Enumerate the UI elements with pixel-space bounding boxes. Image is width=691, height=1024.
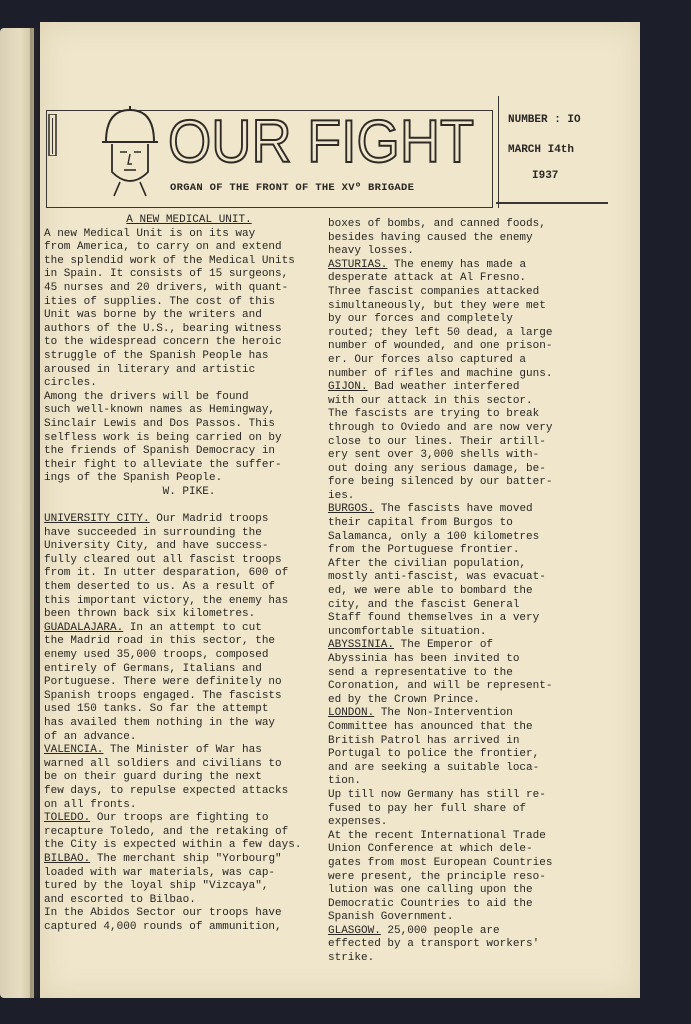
text-line [44,418,334,432]
line-text: Unit was borne by the writers and [44,309,262,322]
issue-year: I937 [532,170,559,182]
section-heading: ASTURIAS. [328,258,388,271]
line-text: 45 nurses and 20 drivers, with quant- [44,281,289,294]
line-text: Bad weather interfered [367,381,520,394]
text-line [44,608,334,622]
text-line [44,907,334,921]
text-line [44,894,334,908]
text-line [44,554,334,568]
text-line [328,408,614,422]
text-line [328,789,614,803]
info-divider [496,202,608,204]
text-line [328,272,614,286]
line-text: fused to pay her full share of [328,802,527,815]
text-line [44,486,334,500]
line-text: uncomfortable situation. [328,625,487,638]
text-line [328,313,614,327]
text-line [328,395,614,409]
article-heading [44,214,334,228]
text-line [328,449,614,463]
line-text: W. PIKE. [162,485,216,498]
line-text: Our troops are fighting to [90,812,269,825]
line-text: 25,000 people are [380,924,500,937]
text-line [44,499,334,513]
line-text: from it. In utter desparation, 600 of [44,567,289,580]
line-text: with our attack in this sector. [328,394,533,407]
text-line [44,282,334,296]
text-line [328,925,614,939]
line-text: Spanish Government. [328,911,454,924]
text-line [328,436,614,450]
line-text: The enemy has made a [387,258,527,271]
text-line [328,843,614,857]
line-text: tion. [328,775,362,788]
text-line [328,911,614,925]
line-text: fore being silenced by our batter- [328,476,553,489]
line-text: Among the drivers will be found [44,390,249,403]
line-text: struggle of the Spanish People has [44,349,269,362]
text-line [328,871,614,885]
text-line [44,867,334,881]
line-text: send a representative to the [328,666,513,679]
line-text: this important victory, the enemy has [44,594,289,607]
text-line [328,857,614,871]
text-line [44,581,334,595]
line-text: The merchant ship "Yorbourg" [90,852,282,865]
line-text: has availed them nothing in the way [44,716,276,729]
text-line [328,463,614,477]
section-heading: ABYSSINIA. [328,639,395,652]
text-line [44,595,334,609]
line-text: effected by a transport workers' [328,938,540,951]
line-text: routed; they left 50 dead, a large [328,326,553,339]
line-text: from America, to carry on and extend [44,241,282,254]
line-text: desperate attack at Al Fresno. [328,272,527,285]
text-line [328,585,614,599]
line-text: and are seeking a suitable loca- [328,761,540,774]
line-text: ies. [328,489,355,502]
text-line [44,432,334,446]
line-text: University City, and have success- [44,540,269,553]
text-line [44,241,334,255]
line-text: by our forces and completely [328,313,513,326]
line-text: The Minister of War has [103,744,262,757]
text-line [44,635,334,649]
text-line [44,336,334,350]
line-text: have succeeded in surrounding the [44,526,262,539]
section-heading: GIJON. [328,381,368,394]
text-line [44,404,334,418]
text-line [328,680,614,694]
text-line [328,653,614,667]
text-line [44,758,334,772]
text-line [328,368,614,382]
text-line [44,391,334,405]
line-text: in Spain. It consists of 15 surgeons, [44,268,289,281]
text-line [328,327,614,341]
line-text: used 150 tanks. So far the attempt [44,703,269,716]
text-line [328,300,614,314]
line-text: Democratic Countries to aid the [328,897,533,910]
line-text: authors of the U.S., bearing witness [44,322,282,335]
line-text: Coronation, and will be represent- [328,680,553,693]
line-text: Staff found themselves in a very [328,612,540,625]
line-text: gates from most European Countries [328,856,553,869]
text-line [44,309,334,323]
text-line [44,228,334,242]
line-text: to the widespread concern the heroic [44,336,282,349]
text-line [328,938,614,952]
text-line [44,921,334,935]
line-text: The Emperor of [394,639,494,652]
text-line [328,707,614,721]
line-text: circles. [44,377,97,390]
line-text: the friends of Spanish Democracy in [44,445,276,458]
line-text: Three fascist companies attacked [328,285,540,298]
line-text: the Madrid road in this sector, the [44,635,276,648]
text-line [44,567,334,581]
text-line [328,544,614,558]
text-line [328,503,614,517]
text-line [328,354,614,368]
text-line [44,812,334,826]
text-line [44,785,334,799]
line-text: ings of the Spanish People. [44,472,223,485]
line-text: from the Portuguese frontier. [328,544,520,557]
text-line [328,762,614,776]
line-text: their fight to alleviate the suffer- [44,458,282,471]
line-text: recapture Toledo, and the retaking of [44,825,289,838]
article-heading-text: A NEW MEDICAL UNIT. [126,214,252,226]
line-text: tured by the loyal ship "Vizcaya", [44,880,269,893]
line-text: aroused in literary and artistic [44,363,256,376]
line-text: Portugal to police the frontier, [328,748,540,761]
text-line [328,694,614,708]
line-text: The Non-Intervention [374,707,513,720]
text-line [44,703,334,717]
line-text: loaded with war materials, was cap- [44,866,276,879]
masthead-logo [164,108,484,170]
line-text: few days, to repulse expected attacks [44,784,289,797]
line-text: number of rifles and machine guns. [328,367,553,380]
text-line [328,599,614,613]
corner-flag-icon [48,114,58,156]
text-line [44,853,334,867]
text-line [44,364,334,378]
text-line [44,717,334,731]
section-heading: GLASGOW. [328,924,381,937]
section-heading: LONDON. [328,707,375,720]
text-line [44,744,334,758]
line-text: through to Oviedo and are now very [328,421,553,434]
line-text: Salamanca, only a 100 kilometres [328,530,540,543]
line-text: entirely of Germans, Italians and [44,662,262,675]
text-line [44,771,334,785]
text-line [328,571,614,585]
text-line [44,445,334,459]
line-text: captured 4,000 rounds of ammunition, [44,920,282,933]
text-line [44,731,334,745]
line-text: At the recent International Trade [328,829,546,842]
line-text: were present, the principle reso- [328,870,546,883]
text-line [328,531,614,545]
text-line [328,259,614,273]
masthead-logo-text: OUR FIGHT [168,108,474,170]
section-heading: UNIVERSITY CITY. [44,513,150,526]
text-line [44,323,334,337]
line-text: the City is expected within a few days. [44,839,302,852]
line-text: ed, we were able to bombard the [328,585,533,598]
text-line [44,459,334,473]
line-text: heavy losses. [328,245,414,258]
line-text: city, and the fascist General [328,598,520,611]
line-text: simultaneously, but they were met [328,299,546,312]
text-line [328,626,614,640]
section-heading: TOLEDO. [44,812,91,825]
section-heading: BILBAO. [44,852,91,865]
text-line [44,540,334,554]
line-text: British Patrol has arrived in [328,734,520,747]
left-column [44,214,334,934]
line-text: Union Conference at which dele- [328,843,533,856]
left-page-edge [0,28,34,998]
text-line [44,622,334,636]
text-line [328,898,614,912]
text-line [328,218,614,232]
text-line [44,690,334,704]
line-text: Abyssinia has been invited to [328,653,520,665]
line-text: be on their guard during the next [44,771,262,784]
text-line [44,663,334,677]
line-text: lution was one calling upon the [328,884,533,897]
line-text: After the civilian population, [328,557,527,570]
text-line [328,340,614,354]
line-text: on all fronts. [44,798,137,811]
line-text: Portuguese. There were definitely no [44,676,282,689]
text-line [44,527,334,541]
section-heading: BURGOS. [328,503,375,516]
line-text: strike. [328,952,375,965]
newspaper-page [40,22,640,998]
helmet-soldier-icon [100,102,160,197]
text-line [328,612,614,626]
line-text: Spanish troops engaged. The fascists [44,689,282,702]
text-line [44,649,334,663]
text-line [328,490,614,504]
text-line [44,296,334,310]
text-line [44,350,334,364]
text-line [44,799,334,813]
line-text: besides having caused the enemy [328,231,533,244]
line-text: ities of supplies. The cost of this [44,295,276,308]
text-line [44,839,334,853]
line-text: fully cleared out all fascist troops [44,553,282,566]
line-text: er. Our forces also captured a [328,353,527,366]
text-line [328,558,614,572]
text-line [44,377,334,391]
line-text: Committee has anounced that the [328,720,533,733]
line-text: number of wounded, and one prison- [328,340,553,353]
right-column [328,218,614,966]
line-text: selfless work is being carried on by [44,431,282,444]
text-line [44,513,334,527]
text-line [328,748,614,762]
text-line [44,255,334,269]
line-text: enemy used 35,000 troops, composed [44,649,269,661]
line-text: The fascists have moved [374,503,533,516]
text-line [328,735,614,749]
text-line [328,476,614,490]
text-line [328,830,614,844]
text-line [328,422,614,436]
line-text: Our Madrid troops [149,513,269,526]
text-line [44,880,334,894]
line-text: the splendid work of the Medical Units [44,254,295,267]
text-line [328,884,614,898]
line-text: warned all soldiers and civilians to [44,757,282,770]
text-line [328,667,614,681]
line-text: The fascists are trying to break [328,408,540,421]
section-heading: VALENCIA. [44,744,104,757]
section-heading: GUADALAJARA. [44,621,124,634]
line-text: ed by the Crown Prince. [328,693,480,706]
line-text: been thrown back six kilometres. [44,608,256,621]
line-text: In an attempt to cut [123,621,262,634]
text-line [44,268,334,282]
text-line [44,676,334,690]
line-text: their capital from Burgos to [328,517,513,530]
issue-date: MARCH I4th [508,144,575,156]
text-line [328,803,614,817]
line-text: them deserted to us. As a result of [44,581,276,594]
line-text: Up till now Germany has still re- [328,788,546,801]
text-line [328,816,614,830]
text-line [328,245,614,259]
line-text: ery sent over 3,000 shells with- [328,449,540,462]
line-text: boxes of bombs, and canned foods, [328,218,546,230]
text-line [328,775,614,789]
text-line [328,381,614,395]
text-line [328,232,614,246]
text-line [328,286,614,300]
text-line [44,472,334,486]
text-line [44,826,334,840]
text-line [328,639,614,653]
line-text: A new Medical Unit is on its way [44,227,256,240]
line-text: expenses. [328,816,388,829]
line-text: such well-known names as Hemingway, [44,404,276,417]
line-text: mostly anti-fascist, was evacuat- [328,571,546,584]
text-line [328,517,614,531]
text-line [328,721,614,735]
line-text: of an advance. [44,730,137,743]
line-text: out doing any serious damage, be- [328,462,546,475]
line-text: In the Abidos Sector our troops have [44,907,282,920]
line-text: Sinclair Lewis and Dos Passos. This [44,417,276,430]
line-text: and escorted to Bilbao. [44,893,196,906]
text-line [328,952,614,966]
line-text: close to our lines. Their artill- [328,435,546,448]
organ-subtitle: ORGAN OF THE FRONT OF THE XVº BRIGADE [170,182,415,194]
issue-number: NUMBER : IO [508,114,581,126]
